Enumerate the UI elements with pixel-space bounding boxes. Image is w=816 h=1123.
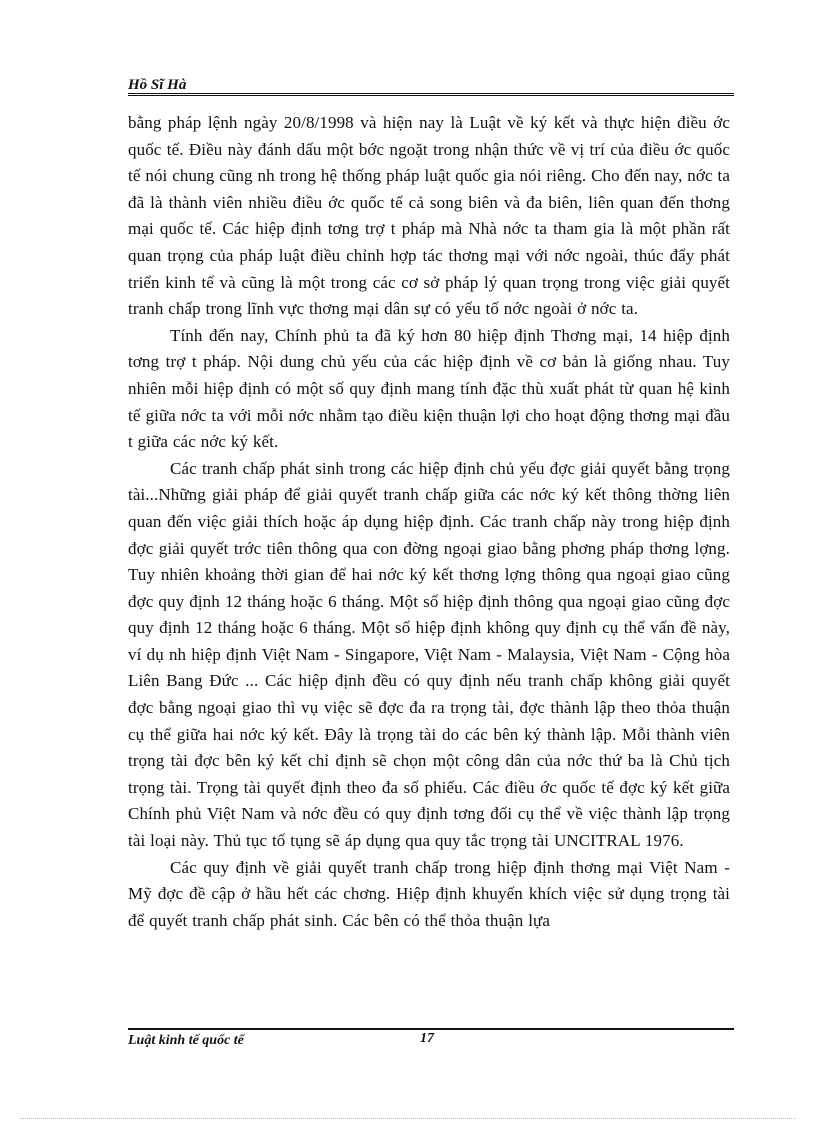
header-rule — [128, 93, 734, 96]
footer-title: Luật kinh tế quốc tế — [128, 1033, 244, 1048]
header-author: Hồ Sĩ Hà — [128, 77, 187, 93]
body-text — [128, 110, 730, 934]
page-number: 17 — [420, 1031, 434, 1046]
paragraph: bằng pháp lệnh ngày 20/8/1998 và hiện nay là Luật về ký kết và thực hiện điều ớc quốc tế. Điều này đánh dấu một bớc ngoặt trong nhận thức về vị trí của điều ớc quốc tế nói chung cũng nh trong hệ thống pháp luật quốc gia nói riêng. Cho đến nay, nớc ta đã là thành viên nhiều điều ớc quốc tế cả song biên và đa biên, liên quan đến thơng mại quốc tế. Các hiệp định tơng trợ t pháp mà Nhà nớc ta tham gia là một phần rất quan trọng của pháp luật điều chỉnh hợp tác thơng mại với nớc ngoài, thúc đẩy phát triển kinh tế và cũng là một trong các cơ sở pháp lý quan trọng trong việc giải quyết tranh chấp trong lĩnh vực thơng mại dân sự có yếu tố nớc ngoài ở nớc ta. — [128, 113, 730, 319]
paragraph: Tính đến nay, Chính phủ ta đã ký hơn 80 hiệp định Thơng mại, 14 hiệp định tơng trợ t pháp. Nội dung chủ yếu của các hiệp định về cơ bản là giống nhau. Tuy nhiên mỗi hiệp định có một số quy định mang tính đặc thù xuất phát từ quan hệ kinh tế giữa nớc ta với mỗi nớc nhằm tạo điều kiện thuận lợi cho hoạt động thơng mại đầu t giữa các nớc ký kết. — [128, 325, 730, 452]
paragraph: Các tranh chấp phát sinh trong các hiệp định chủ yếu đợc giải quyết bằng trọng tài...Những giải pháp để giải quyết tranh chấp giữa các nớc ký kết thông thờng liên quan đến việc giải thích hoặc áp dụng hiệp định. Các tranh chấp này trong hiệp định đợc giải quyết trớc tiên thông qua con đờng ngoại giao bằng phơng pháp thơng lợng. Tuy nhiên khoảng thời gian để hai nớc ký kết thơng lợng thông qua ngoại giao cũng đợc quy định 12 tháng hoặc 6 tháng. Một số hiệp định thông qua ngoại giao cũng đợc quy định 12 tháng hoặc 6 tháng. Một số hiệp định không quy định cụ thể vấn đề này, ví dụ nh hiệp định Việt Nam - Singapore, Việt Nam - Malaysia, Việt Nam - Cộng hòa Liên Bang Đức ... Các hiệp định đều có quy định nếu tranh chấp không giải quyết đợc bằng ngoại giao thì vụ việc sẽ đợc đa ra trọng tài, đợc thành lập theo thỏa thuận cụ thể giữa hai nớc ký kết. Đây là trọng tài do các bên ký thành lập. Mỗi thành viên trọng tài đợc bên ký kết chỉ định sẽ chọn một công dân của nớc thứ ba là Chủ tịch trọng tài. Trọng tài quyết định theo đa số phiếu. Các điều ớc quốc tế đợc ký kết giữa Chính phủ Việt Nam và nớc đều có quy định tơng đối cụ thể về việc thành lập trọng tài loại này. Thủ tục tố tụng sẽ áp dụng qua quy tắc trọng tài UNCITRAL 1976. — [128, 458, 730, 851]
page-edge-dotted-line — [20, 1118, 796, 1119]
page-header — [128, 76, 734, 94]
paragraph: Các quy định về giải quyết tranh chấp trong hiệp định thơng mại Việt Nam - Mỹ đợc đề cập ở hầu hết các chơng. Hiệp định khuyến khích việc sử dụng trọng tài để quyết tranh chấp phát sinh. Các bên có thể thỏa thuận lựa — [128, 857, 730, 930]
